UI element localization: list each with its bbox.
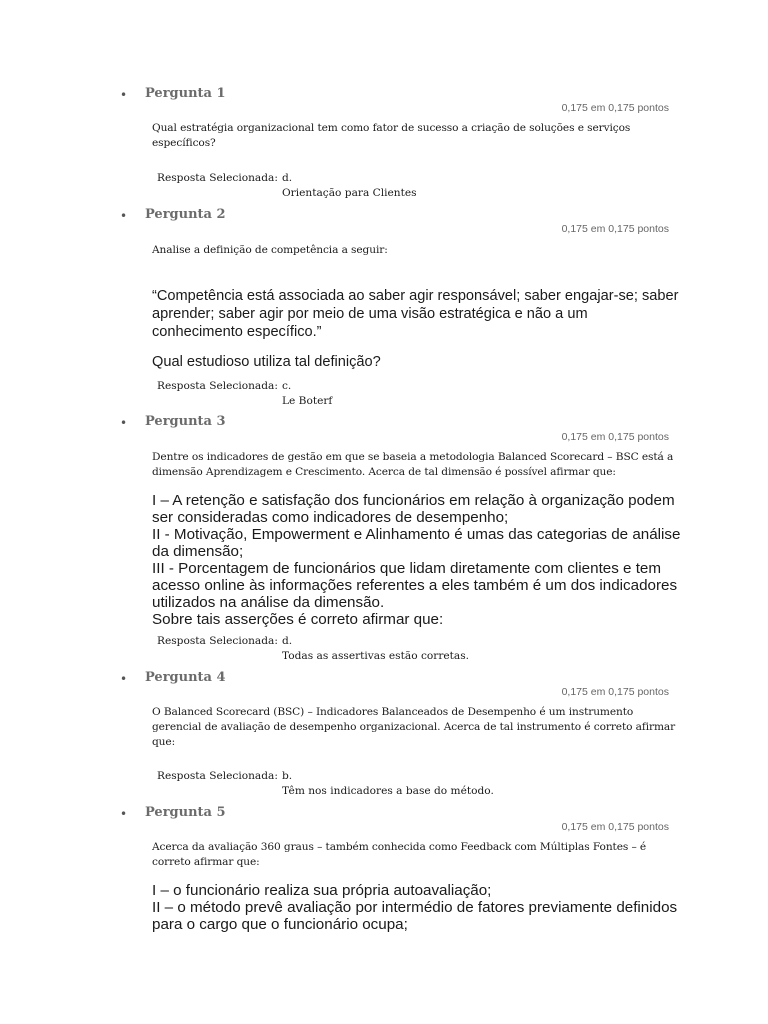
bullet-icon: • [120, 672, 128, 686]
assertion-2: II - Motivação, Empowerment e Alinhamento é umas das categorias de análise da dimensão; [152, 526, 681, 560]
question-score: 0,175 em 0,175 pontos [561, 431, 669, 443]
question-text: Qual estratégia organizacional tem como fator de sucesso a criação de soluções e serviços específicos? [152, 122, 631, 149]
answer-label: Resposta Selecionada: [157, 635, 278, 647]
question-score: 0,175 em 0,175 pontos [561, 686, 669, 698]
bullet-icon: • [120, 807, 128, 821]
question-title: Pergunta 5 [145, 805, 226, 820]
answer-text: Le Boterf [282, 395, 333, 407]
answer-letter: d. [282, 635, 293, 647]
assertion-1: I – A retenção e satisfação dos funcionários em relação à organização podem ser consideradas como indicadores de desempenho; [152, 492, 675, 526]
assertions-block [152, 492, 692, 628]
bullet-icon: • [120, 416, 128, 430]
quote-text: “Competência está associada ao saber agir responsável; saber engajar-se; saber aprender; saber agir por meio de uma visão estratégica e não a um conhecimento específico.” [152, 288, 679, 340]
answer-letter: c. [282, 380, 292, 392]
bullet-icon: • [120, 88, 128, 102]
question-title: Pergunta 2 [145, 207, 226, 222]
question-text: Analise a definição de competência a seguir: [152, 244, 388, 256]
question-score: 0,175 em 0,175 pontos [561, 102, 669, 114]
question-score: 0,175 em 0,175 pontos [561, 223, 669, 235]
assertion-3: III - Porcentagem de funcionários que lidam diretamente com clientes e tem acesso online às informações referentes a eles também é um dos indicadores utilizados na análise da dimensão. [152, 560, 678, 611]
question-text: Acerca da avaliação 360 graus – também conhecida como Feedback com Múltiplas Fontes – é correto afirmar que: [152, 841, 647, 868]
answer-text: Todas as assertivas estão corretas. [282, 650, 470, 662]
question-text: Dentre os indicadores de gestão em que se baseia a metodologia Balanced Scorecard – BSC está a dimensão Aprendizagem e Crescimento. Acerca de tal dimensão é possível afirmar que: [152, 451, 674, 478]
question-title: Pergunta 3 [145, 414, 226, 429]
question-title: Pergunta 4 [145, 670, 226, 685]
answer-letter: b. [282, 770, 293, 782]
question-text: O Balanced Scorecard (BSC) – Indicadores Balanceados de Desempenho é um instrumento gerencial de avaliação de desempenho organizacional. Acerca de tal instrumento é correto afirmar que: [152, 706, 676, 748]
assertions-block [152, 882, 692, 933]
answer-text: Orientação para Clientes [282, 187, 417, 199]
question-prompt: Sobre tais asserções é correto afirmar que: [152, 611, 444, 628]
answer-label: Resposta Selecionada: [157, 380, 278, 392]
question-score: 0,175 em 0,175 pontos [561, 821, 669, 833]
answer-text: Têm nos indicadores a base do método. [282, 785, 494, 797]
bullet-icon: • [120, 209, 128, 223]
answer-label: Resposta Selecionada: [157, 172, 278, 184]
question-prompt: Qual estudioso utiliza tal definição? [152, 354, 381, 370]
assertion-1: I – o funcionário realiza sua própria autoavaliação; [152, 882, 492, 899]
answer-label: Resposta Selecionada: [157, 770, 278, 782]
question-title: Pergunta 1 [145, 86, 226, 101]
answer-letter: d. [282, 172, 293, 184]
assertion-2: II – o método prevê avaliação por intermédio de fatores previamente definidos para o cargo que o funcionário ocupa; [152, 899, 678, 933]
